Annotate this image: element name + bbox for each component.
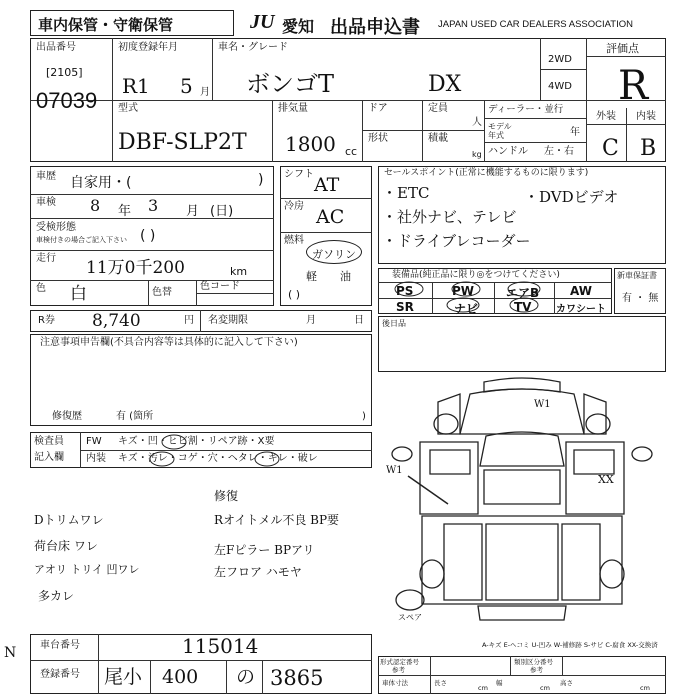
category-label: 類別区分番号 [514, 658, 553, 666]
chassis-label: 車台番号 [40, 640, 80, 651]
dealer-label: ディーラー・並行 [488, 104, 564, 115]
shape-label: 形状 [368, 133, 388, 144]
score-value: R [618, 63, 649, 109]
warranty-label: 新車保証書 [617, 271, 657, 280]
type-label: 型式 [118, 103, 138, 114]
model-code: DBF-SLP2T [118, 130, 247, 155]
recycle-frame [30, 310, 372, 332]
inspector-inner: 内装 [86, 453, 106, 464]
first-reg-month: 5 [180, 74, 193, 98]
recycle-amount: 8,740 [92, 311, 141, 331]
back-items-frame [378, 316, 666, 372]
fuel-label: 燃料 [284, 235, 304, 246]
lot-number: 07039 [36, 88, 98, 113]
margin-mark: N [4, 645, 17, 661]
shift-value: AT [314, 174, 340, 196]
history-close: ) [258, 172, 264, 188]
equip-tv: TV [514, 300, 532, 314]
diagram-mark-left: W1 [386, 465, 403, 476]
lot-label: 出品番号 [36, 42, 76, 53]
person-unit: 人 [472, 117, 482, 128]
equip-seat: カワシート [556, 304, 606, 315]
ref2: 参考 [530, 666, 543, 674]
sales-label: セールスポイント(正常に機能するものに限ります) [384, 168, 589, 178]
reg-area: 尾小 [104, 666, 143, 688]
model-year-label: モデル年式 [488, 122, 512, 140]
cm-1: cm [478, 684, 488, 692]
load-label: 積載 [428, 133, 448, 144]
rename-day: 日 [354, 315, 364, 326]
sales-item-etc: ・ETC [382, 184, 430, 202]
handle-label: ハンドル [488, 146, 528, 157]
reg-kana: の [236, 666, 256, 688]
interior-grade: B [640, 136, 657, 161]
brand-logo: JU [250, 11, 275, 33]
remark-many: 多カレ [38, 589, 75, 603]
year-unit: 年 [570, 127, 580, 138]
remark-pillar: 左Fピラー BPアリ [214, 543, 315, 557]
inspection-year: 8 [90, 196, 101, 215]
equip-ps: PS [396, 284, 414, 298]
diagram-mark-w1: W1 [534, 399, 551, 410]
sales-item-navi: ・社外ナビ、テレビ [382, 208, 517, 226]
sales-item-recorder: ・ドライブレコーダー [382, 232, 531, 250]
exterior-grade: C [602, 136, 619, 161]
storage-title: 車内保管・守衛保管 [38, 16, 174, 34]
cm-3: cm [640, 684, 650, 692]
displacement-label: 排気量 [278, 103, 308, 114]
caution-label: 注意事項申告欄(不具合内容等は具体的に記入して下さい) [40, 337, 298, 348]
fuel-gasoline: ガソリン [312, 248, 356, 261]
fuel-paren: ( ) [288, 288, 301, 301]
damage-legend: A-キズ E-ヘコミ U-凹み W-補修跡 S-サビ C-腐食 XX-交換済 [482, 641, 658, 649]
inspector-fw: FW [86, 436, 102, 447]
recycle-label: R券 [38, 315, 55, 326]
back-items-label: 後日品 [382, 319, 406, 328]
displacement: 1800 [285, 132, 336, 156]
interior-label: 内装 [636, 111, 656, 122]
model-name: ボンゴT [246, 70, 335, 98]
inspector-circles [150, 430, 290, 470]
fuel-circle [306, 240, 362, 264]
repair-label: 修復歴 [52, 411, 82, 422]
fuel-oil: 油 [340, 270, 351, 283]
equipment-label: 装備品(純正品に限り◎をつけてください) [392, 270, 560, 280]
color-change-label: 色替 [152, 287, 172, 298]
yen-unit: 円 [184, 315, 194, 326]
sales-item-dvd: ・DVDビデオ [524, 188, 619, 206]
size-label: 車体寸法 [382, 679, 408, 687]
inspection-day: (日) [210, 204, 234, 219]
drive-4wd: 4WD [548, 81, 572, 92]
mileage-value: 11万0千200 [86, 258, 185, 278]
capacity-label: 定員 [428, 103, 448, 114]
handle-options: 左・右 [544, 146, 574, 157]
inspection-month-unit: 月 [186, 204, 200, 219]
warranty-options: 有 ・ 無 [622, 293, 659, 304]
kg-unit: kg [472, 150, 482, 159]
rename-month: 月 [306, 315, 316, 326]
brand-name: 愛知 [282, 17, 315, 36]
reg-label: 登録番号 [40, 669, 80, 680]
shift-label: シフト [284, 169, 314, 180]
repair-close: ) [362, 411, 366, 422]
rename-label: 名変期限 [208, 315, 248, 326]
aircon-label: 冷房 [284, 201, 304, 212]
cert-label: 形式認定番号 [380, 658, 419, 666]
remark-rear: Rオイトメル不良 BP要 [214, 513, 340, 527]
equip-airbag: エアB [506, 286, 540, 300]
repair-value: 有 (箇所 [116, 411, 154, 422]
remark-repair: 修復 [214, 489, 239, 503]
first-reg-label: 初度登録年月 [118, 42, 178, 53]
diagram-arrow [404, 470, 454, 510]
inspector-fw-items: キズ・凹・ヒビ割・リペア跡・X要 [118, 436, 275, 447]
inspection-month: 3 [148, 196, 159, 215]
mileage-label: 走行 [36, 253, 56, 264]
height-label: 高さ [560, 679, 573, 687]
ref1: 参考 [392, 666, 405, 674]
remark-tailgate: アオリ トリイ 凹ワレ [34, 563, 140, 576]
first-reg-era: R1 [122, 74, 150, 98]
reg-class: 400 [162, 666, 199, 688]
grade: DX [428, 72, 462, 97]
inspector-inner-items: キズ・汚レ・コゲ・穴・ヘタレ・キレ・破レ [118, 453, 318, 464]
km-unit: km [230, 265, 248, 278]
equip-sr: SR [396, 300, 414, 314]
reg-number: 3865 [270, 666, 324, 690]
remark-floor: 左フロア ハモヤ [214, 565, 302, 579]
month-unit: 月 [200, 87, 210, 98]
inspector-label1: 検査員 [34, 436, 64, 447]
equip-pw: PW [452, 284, 475, 298]
spare-label: スペア [398, 613, 422, 622]
width-label: 幅 [496, 679, 503, 687]
cm-2: cm [540, 684, 550, 692]
aircon-value: AC [316, 206, 345, 228]
equip-navi: ナビ [454, 302, 479, 316]
color-value: 白 [70, 284, 87, 304]
fuel-light: 軽 [306, 270, 317, 283]
length-label: 長さ [434, 679, 447, 687]
history-label: 車歴 [36, 171, 56, 182]
equip-aw: AW [570, 284, 592, 298]
diagram-mark-xx: XX [598, 473, 614, 486]
equipment-circles [378, 268, 612, 314]
receive-note: 車検付きの場合ご記入下さい [36, 236, 127, 244]
remark-trim: Dトリムワレ [34, 513, 104, 527]
drive-2wd: 2WD [548, 54, 572, 65]
form-title: 出品申込書 [330, 17, 420, 38]
model-label: 車名・グレード [218, 42, 288, 53]
association-name: JAPAN USED CAR DEALERS ASSOCIATION [438, 19, 633, 30]
exterior-label: 外装 [596, 111, 616, 122]
inspector-label2: 記入欄 [34, 452, 64, 463]
remark-bed: 荷台床 ワレ [34, 539, 98, 553]
receive-paren: ( ) [140, 228, 156, 244]
color-label: 色 [36, 283, 46, 294]
door-label: ドア [368, 103, 388, 114]
lot-sub: [2105] [46, 66, 83, 79]
score-label: 評価点 [606, 42, 639, 55]
inspection-year-unit: 年 [118, 204, 132, 219]
history-value: 自家用・( [70, 175, 132, 191]
cc-unit: cc [345, 145, 358, 158]
receive-label: 受検形態 [36, 222, 76, 233]
inspection-label: 車検 [36, 197, 56, 208]
color-code-label: 色コード [200, 281, 240, 292]
chassis-number: 115014 [182, 634, 259, 658]
